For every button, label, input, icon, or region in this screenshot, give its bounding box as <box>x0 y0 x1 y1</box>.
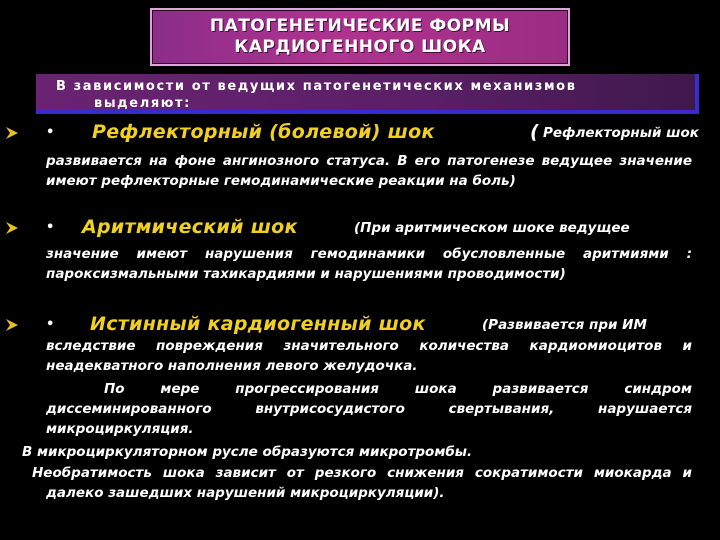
slide-title <box>150 8 570 66</box>
item-3-body-2: По мере прогрессирования шока развивается синдром диссеминированного внутрисосудистого свертывания, нарушается микроциркуляция. <box>46 381 692 437</box>
item-3-body: вследствие повреждения значительного количества кардиомиоцитов и неадекватного наполнения левого желудочка. <box>46 338 692 374</box>
arrow-bullet-icon <box>5 126 19 140</box>
item-3-term: Истинный кардиогенный шок <box>90 313 426 335</box>
item-1-term: Рефлекторный (болевой) шок <box>92 121 435 143</box>
bottom-bar <box>0 522 720 540</box>
item-2-body: значение имеют нарушения гемодинамики обусловленные аритмиями : пароксизмальными тахикардиями и нарушениями проводимости) <box>46 246 692 282</box>
item-2-dot: • <box>46 220 55 235</box>
item-2-heading <box>46 216 692 242</box>
item-1-heading <box>46 121 699 147</box>
arrow-bullet-icon <box>5 221 19 235</box>
intro-text <box>54 78 694 112</box>
item-3-dot: • <box>46 317 55 332</box>
title-line-1: ПАТОГЕНЕТИЧЕСКИЕ ФОРМЫ <box>209 16 511 36</box>
item-1-note: Рефлекторный шок <box>543 125 699 141</box>
intro-line-2: выделяют: <box>94 96 191 111</box>
item-3-note: (Развивается при ИМ <box>482 317 647 333</box>
item-1-dot: • <box>46 125 55 140</box>
item-1-body: развивается на фоне ангинозного статуса. В его патогенезе ведущее значение имеют рефлекторные гемодинамические реакции на боль) <box>46 153 692 189</box>
tail-line-1: В микроциркуляторном русле образуются микротромбы. <box>22 444 473 460</box>
title-line-2: КАРДИОГЕННОГО ШОКА <box>234 37 486 57</box>
item-2-note: (При аритмическом шоке ведущее <box>354 220 630 236</box>
tail-line-2: Необратимость шока зависит от резкого снижения сократимости миокарда и далеко зашедших нарушений микроциркуляции). <box>32 465 692 501</box>
intro-box <box>36 74 699 114</box>
item-1-paren: ( <box>530 121 539 143</box>
arrow-bullet-icon <box>5 318 19 332</box>
item-2-term: Аритмический шок <box>82 216 298 238</box>
intro-line-1: В зависимости от ведущих патогенетических механизмов <box>56 79 577 94</box>
